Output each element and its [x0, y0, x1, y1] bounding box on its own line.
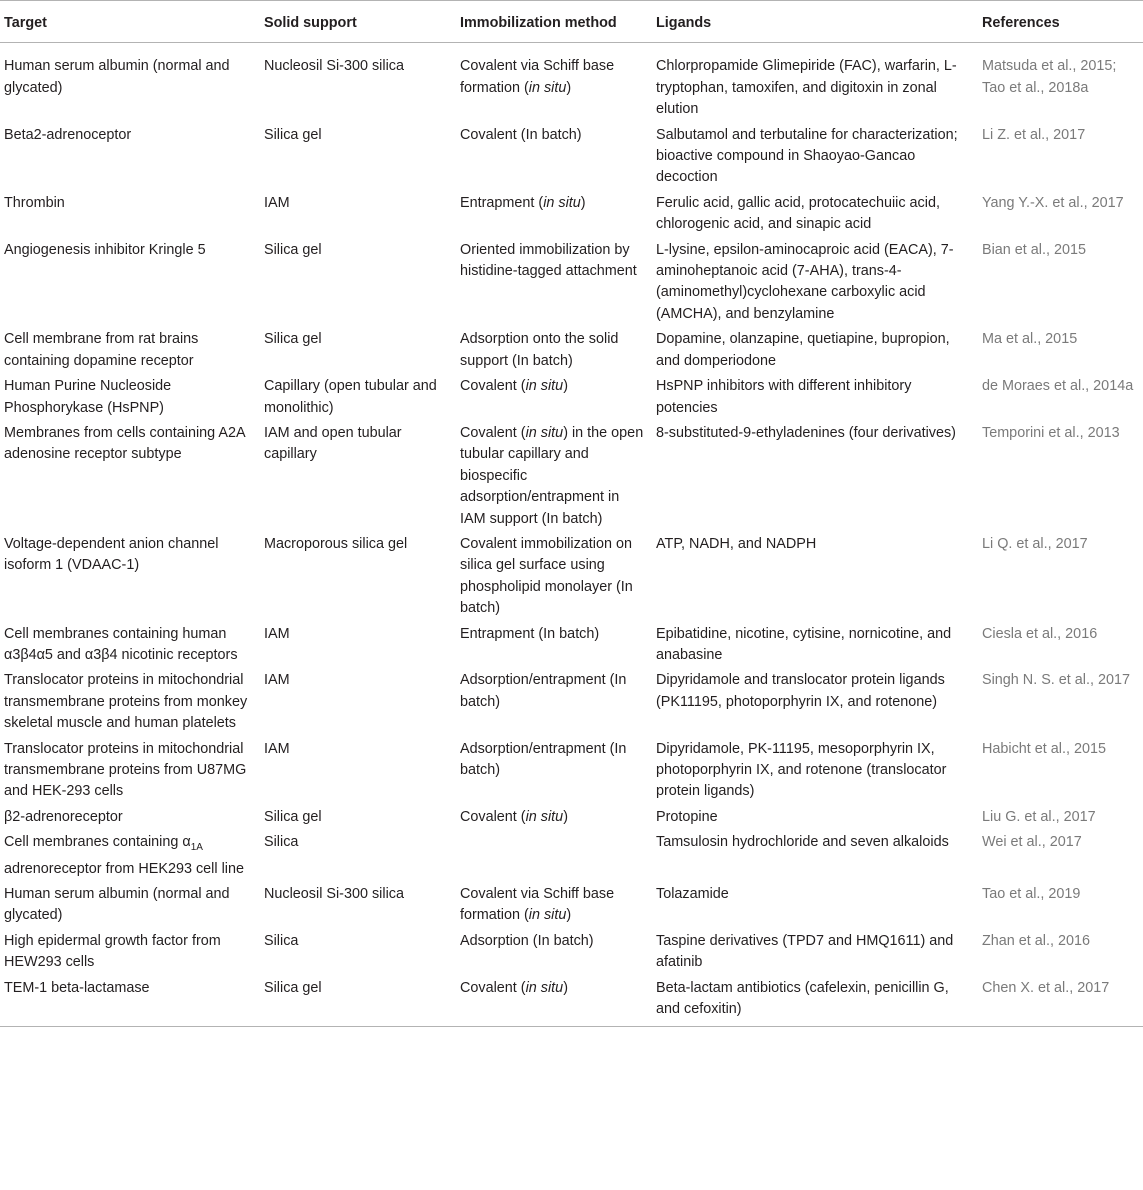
subscript-1a: 1A [190, 842, 203, 854]
in-situ-emphasis: in situ [543, 194, 581, 211]
cell-reference: Bian et al., 2015 [982, 241, 1087, 258]
table-row [0, 882, 1143, 929]
cell-immobilization-method: Covalent (in situ) [460, 808, 568, 825]
table-row [0, 929, 1143, 976]
cell-immobilization-method: Covalent via Schiff base formation (in situ) [460, 885, 615, 924]
cell-target: Translocator proteins in mitochondrial transmembrane proteins from monkey skeletal muscle and human platelets [4, 672, 248, 732]
cell-immobilization-method: Covalent (in situ) [456, 976, 652, 1027]
cell-ligands: Dipyridamole, PK-11195, mesoporphyrin IX, photoporphyrin IX, and rotenone (translocator protein ligands) [656, 740, 947, 800]
cell-immobilization-method: Oriented immobilization by histidine-tagged attachment [460, 241, 637, 280]
cell-immobilization-method: Adsorption onto the solid support (In batch) [460, 331, 619, 369]
cell-immobilization-method [456, 830, 652, 882]
header-target: Target [0, 1, 260, 43]
header-immobilization-method: Immobilization method [456, 1, 652, 43]
cell-reference: Tao et al., 2019 [982, 885, 1081, 902]
cell-ligands: Epibatidine, nicotine, cytisine, nornicotine, and anabasine [656, 625, 952, 663]
cell-reference: Habicht et al., 2015 [982, 740, 1106, 757]
cell-reference: Ciesla et al., 2016 [982, 625, 1098, 642]
cell-solid-support: Silica [264, 932, 299, 949]
table-header [0, 1, 1143, 43]
cell-solid-support: Macroporous silica gel [264, 535, 408, 552]
cell-immobilization-method: Covalent (in situ) [460, 378, 568, 395]
cell-target: β2-adrenoreceptor [4, 808, 123, 825]
cell-immobilization-method: Covalent via Schiff base formation (in situ) [460, 58, 615, 96]
cell-reference: Wei et al., 2017 [982, 834, 1082, 851]
table-row [0, 668, 1143, 736]
table-row [0, 830, 1143, 882]
cell-solid-support: Silica gel [264, 331, 322, 348]
cell-ligands: HsPNP inhibitors with different inhibitory potencies [656, 378, 912, 416]
cell-immobilization-method: Entrapment (in situ) [460, 194, 586, 211]
cell-ligands: Taspine derivatives (TPD7 and HMQ1611) and afatinib [656, 932, 954, 971]
cell-target: Angiogenesis inhibitor Kringle 5 [4, 241, 206, 258]
cell-solid-support: IAM [264, 194, 290, 211]
cell-solid-support: IAM [264, 672, 290, 689]
cell-target: Voltage-dependent anion channel isoform 1 (VDAAC-1) [4, 535, 219, 574]
table-row [0, 421, 1143, 532]
cell-target: Thrombin [4, 194, 65, 211]
header-solid-support: Solid support [260, 1, 456, 43]
in-situ-emphasis: in situ [525, 808, 564, 825]
cell-reference: Li Q. et al., 2017 [982, 535, 1088, 552]
in-situ-emphasis: in situ [528, 79, 567, 96]
in-situ-emphasis: in situ [525, 979, 564, 996]
cell-reference: Zhan et al., 2016 [982, 932, 1091, 949]
cell-solid-support: Silica gel [260, 976, 456, 1027]
cell-solid-support: Silica [264, 834, 299, 851]
cell-reference: Chen X. et al., 2017 [978, 976, 1143, 1027]
cell-target: Cell membranes containing human α3β4α5 and α3β4 nicotinic receptors [4, 625, 238, 663]
cell-reference: Ma et al., 2015 [982, 331, 1078, 348]
cell-solid-support: Nucleosil Si-300 silica [264, 58, 404, 75]
table-row [0, 532, 1143, 622]
in-situ-emphasis: in situ [525, 424, 564, 441]
table-row [0, 976, 1143, 1027]
cell-ligands: Protopine [656, 808, 718, 825]
cell-solid-support: IAM [264, 625, 290, 642]
cell-ligands: Tamsulosin hydrochloride and seven alkaloids [656, 834, 949, 851]
cell-immobilization-method: Adsorption/entrapment (In batch) [460, 672, 627, 710]
cell-target: Human serum albumin (normal and glycated) [4, 885, 230, 924]
table-row [0, 327, 1143, 374]
cell-solid-support: Nucleosil Si-300 silica [264, 885, 404, 902]
table-body [0, 43, 1143, 1027]
table-row [0, 805, 1143, 830]
cell-immobilization-method: Covalent immobilization on silica gel surface using phospholipid monolayer (In batch) [460, 535, 633, 617]
header-row [0, 1, 1143, 43]
cell-target: Translocator proteins in mitochondrial transmembrane proteins from U87MG and HEK-293 cells [4, 740, 247, 800]
cell-target: Cell membranes containing $\alpha_{1A}$ adrenoreceptor from HEK293 cell line [4, 834, 244, 877]
cell-ligands: Beta-lactam antibiotics (cafelexin, penicillin G, and cefoxitin) [652, 976, 978, 1027]
cell-immobilization-method: Entrapment (In batch) [460, 625, 600, 642]
cell-ligands: Dopamine, olanzapine, quetiapine, bupropion, and domperiodone [656, 331, 950, 369]
header-references: References [978, 1, 1143, 43]
cell-ligands: Tolazamide [656, 885, 729, 902]
cell-ligands: L-lysine, epsilon-aminocaproic acid (EACA), 7-aminoheptanoic acid (7-AHA), trans-4-(aminomethyl)cyclohexane carboxylic acid (AMCHA), and benzylamine [656, 241, 954, 322]
cell-ligands: ATP, NADH, and NADPH [656, 535, 817, 552]
cell-target: Cell membrane from rat brains containing dopamine receptor [4, 331, 199, 369]
cell-target: TEM-1 beta-lactamase [0, 976, 260, 1027]
table-row [0, 374, 1143, 421]
header-ligands: Ligands [652, 1, 978, 43]
cell-immobilization-method: Covalent (in situ) in the open tubular capillary and biospecific adsorption/entrapment in IAM support (In batch) [460, 424, 644, 527]
cell-reference: Matsuda et al., 2015; Tao et al., 2018a [982, 58, 1117, 96]
cell-reference: Li Z. et al., 2017 [982, 126, 1086, 143]
cell-ligands: Chlorpropamide Glimepiride (FAC), warfarin, L-tryptophan, tamoxifen, and digitoxin in zonal elution [656, 58, 957, 118]
cell-reference: Temporini et al., 2013 [982, 424, 1120, 441]
cell-reference: Singh N. S. et al., 2017 [982, 672, 1130, 689]
table-row [0, 191, 1143, 238]
in-situ-emphasis: in situ [525, 378, 564, 395]
table-row [0, 123, 1143, 191]
table-row [0, 737, 1143, 805]
cell-solid-support: IAM [264, 740, 290, 757]
table-row [0, 238, 1143, 328]
table-row [0, 622, 1143, 669]
cell-reference: Yang Y.-X. et al., 2017 [982, 194, 1124, 211]
cell-solid-support: Silica gel [264, 808, 322, 825]
cell-reference: Liu G. et al., 2017 [982, 808, 1096, 825]
cell-ligands: 8-substituted-9-ethyladenines (four derivatives) [656, 424, 956, 441]
cell-ligands: Dipyridamole and translocator protein ligands (PK11195, photoporphyrin IX, and rotenone) [656, 672, 945, 710]
in-situ-emphasis: in situ [528, 907, 567, 924]
cell-target: Human Purine Nucleoside Phosphorykase (HsPNP) [4, 378, 172, 416]
cell-solid-support: Capillary (open tubular and monolithic) [264, 378, 437, 416]
cell-ligands: Ferulic acid, gallic acid, protocatechuiic acid, chlorogenic acid, and sinapic acid [656, 194, 940, 233]
cell-solid-support: Silica gel [264, 241, 322, 258]
cell-immobilization-method: Adsorption (In batch) [460, 932, 594, 949]
cell-target: Membranes from cells containing A2A adenosine receptor subtype [4, 424, 245, 463]
cell-solid-support: Silica gel [264, 126, 322, 143]
cell-solid-support: IAM and open tubular capillary [264, 424, 402, 463]
cell-reference: de Moraes et al., 2014a [982, 378, 1134, 395]
cell-immobilization-method: Covalent (In batch) [460, 126, 582, 143]
cell-target: Beta2-adrenoceptor [4, 126, 132, 143]
cell-target: Human serum albumin (normal and glycated) [4, 58, 230, 96]
cell-ligands: Salbutamol and terbutaline for characterization; bioactive compound in Shaoyao-Gancao decoction [656, 126, 958, 186]
table-row [0, 43, 1143, 123]
cell-immobilization-method: Adsorption/entrapment (In batch) [460, 740, 627, 778]
cell-target: High epidermal growth factor from HEW293 cells [4, 932, 221, 971]
